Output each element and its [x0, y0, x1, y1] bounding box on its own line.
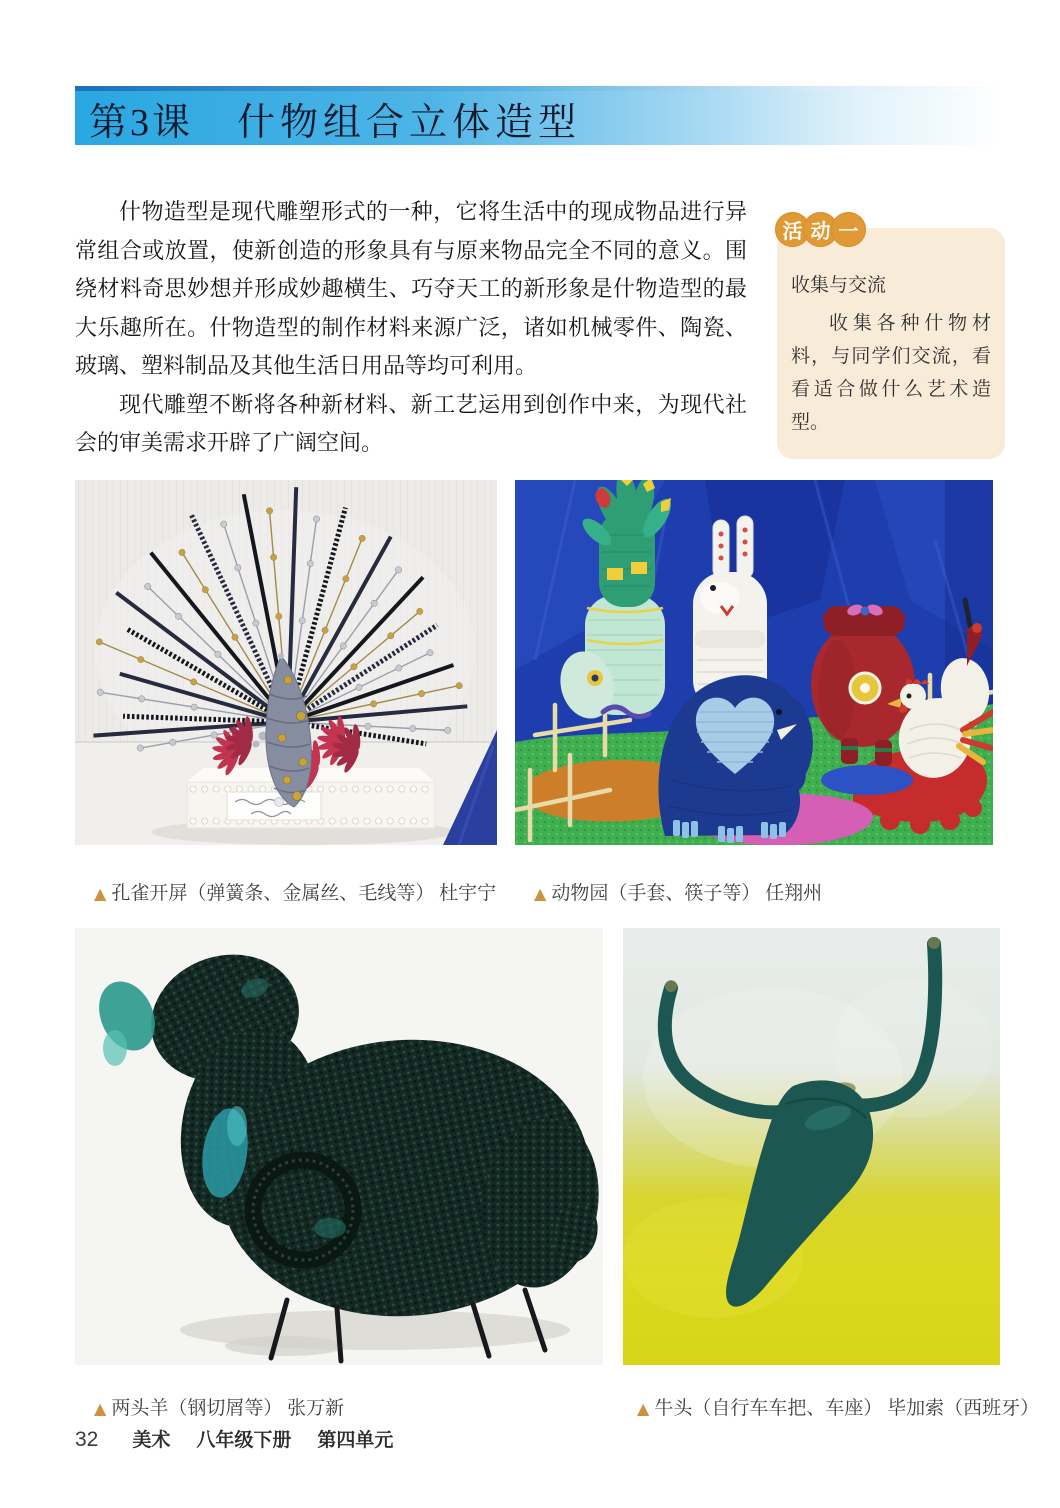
lesson-banner — [75, 86, 1005, 145]
caption-text: 牛头（自行车车把、车座） 毕加索（西班牙） — [654, 1398, 1040, 1419]
figure-bullhead — [623, 928, 1000, 1365]
figure-zoo — [515, 480, 993, 845]
footer-volume: 八年级下册 — [196, 1430, 292, 1451]
badge-char: 活 — [775, 212, 810, 247]
caption-bullhead — [618, 1371, 1039, 1442]
activity-box — [777, 221, 1005, 459]
activity-badge — [775, 212, 859, 247]
peacock-sculpture-photo — [75, 480, 497, 845]
intro-text — [75, 193, 747, 463]
figure-ram — [75, 928, 603, 1365]
caption-marker: ▲ — [94, 884, 107, 903]
badge-char: 动 — [803, 212, 838, 247]
bull-head-photo — [623, 928, 1000, 1365]
caption-marker: ▲ — [534, 884, 547, 903]
caption-marker: ▲ — [637, 1399, 650, 1418]
figure-peacock — [75, 480, 497, 845]
footer-unit: 第四单元 — [317, 1430, 394, 1451]
caption-peacock — [75, 856, 496, 927]
lesson-number: 第3课 — [89, 101, 194, 144]
banner-gradient-bar — [75, 91, 1005, 145]
page-footer — [75, 1425, 419, 1452]
caption-text: 两头羊（钢切屑等） 张万新 — [111, 1398, 345, 1419]
caption-text: 动物园（手套、筷子等） 任翔州 — [551, 883, 823, 904]
glove-zoo-photo — [515, 480, 993, 845]
intro-paragraph-1: 什物造型是现代雕塑形式的一种，它将生活中的现成物品进行异常组合或放置，使新创造的形象具有与原来物品完全不同的意义。围绕材料奇思妙想并形成妙趣横生、巧夺天工的新形象是什物造型的最大乐趣所在。什物造型的制作材料来源广泛，诸如机械零件、陶瓷、玻璃、塑料制品及其他生活日用品等均可利用。 — [75, 199, 747, 378]
ram-sculpture-photo — [75, 928, 603, 1365]
page-number: 32 — [75, 1428, 99, 1451]
badge-char: 一 — [831, 212, 866, 247]
caption-text: 孔雀开屏（弹簧条、金属丝、毛线等） 杜宇宁 — [111, 883, 497, 904]
intro-paragraph-2: 现代雕塑不断将各种新材料、新工艺运用到创作中来，为现代社会的审美需求开辟了广阔空间。 — [75, 391, 747, 455]
activity-body: 收集各种什物材料，与同学们交流，看看适合做什么艺术造型。 — [791, 313, 991, 433]
lesson-title: 什物组合立体造型 — [237, 101, 582, 144]
footer-book: 美术 — [132, 1430, 171, 1451]
caption-marker: ▲ — [94, 1399, 107, 1418]
activity-title: 收集与交流 — [791, 275, 887, 296]
caption-zoo — [515, 856, 822, 927]
